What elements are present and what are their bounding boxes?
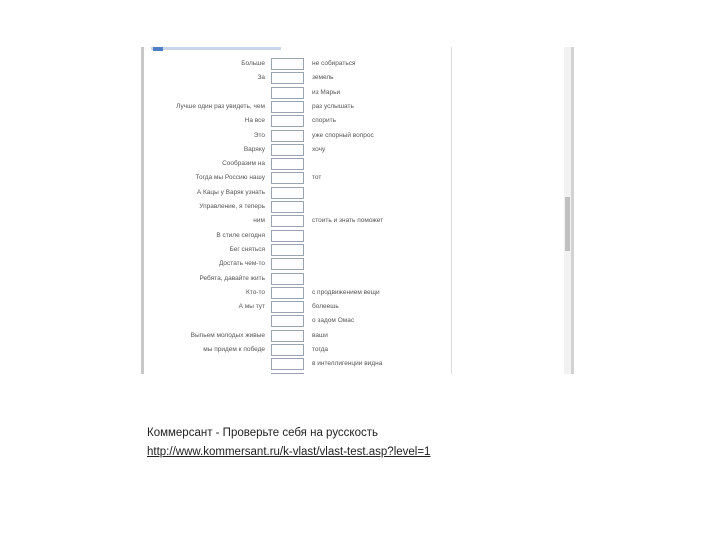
quiz-row: [141, 258, 441, 272]
quiz-row: [141, 315, 441, 329]
answer-input[interactable]: [271, 158, 304, 170]
quiz-row: [141, 172, 441, 186]
quiz-row-label: Достать чем-то: [218, 260, 265, 268]
quiz-row: [141, 358, 441, 372]
quiz-row-suffix: уже спорный вопрос: [312, 131, 374, 139]
quiz-row: [141, 244, 441, 258]
quiz-row-label: Лучше один раз увидеть, чем: [176, 102, 265, 110]
quiz-row-suffix: в интеллигенции видна: [312, 360, 383, 368]
answer-input[interactable]: [271, 230, 304, 242]
quiz-row-label: Тогда мы Россию нашу: [195, 174, 265, 182]
frame-right-border: [571, 47, 574, 374]
quiz-row-suffix: из Марьи: [312, 88, 341, 96]
quiz-row-label: А мы тут: [238, 303, 265, 311]
answer-input[interactable]: [271, 172, 304, 184]
answer-input[interactable]: [271, 144, 304, 156]
quiz-row-suffix: раз услышать: [312, 102, 354, 110]
answer-input[interactable]: [271, 87, 304, 99]
answer-input[interactable]: [271, 330, 304, 342]
answer-input[interactable]: [271, 72, 304, 84]
quiz-row: [141, 58, 441, 72]
answer-input[interactable]: [271, 187, 304, 199]
answer-input[interactable]: [271, 301, 304, 313]
quiz-row-suffix: тогда: [312, 346, 329, 353]
quiz-screenshot: [141, 47, 574, 374]
scrollbar-thumb[interactable]: [565, 197, 570, 251]
answer-input[interactable]: [271, 358, 304, 370]
quiz-row-suffix: спорить: [312, 117, 336, 125]
quiz-row-label: мы придем к победе: [203, 346, 265, 353]
quiz-row: [141, 373, 441, 374]
quiz-row: [141, 187, 441, 201]
quiz-row-label: Управление, я теперь: [199, 203, 265, 210]
quiz-row: [141, 301, 441, 315]
top-toolbar-icon: [153, 47, 163, 51]
quiz-row-label: Больше: [241, 60, 265, 67]
quiz-row-suffix: с продвижением вещи: [312, 288, 380, 296]
quiz-row-label: Варяку: [243, 145, 265, 153]
quiz-row-label: На все: [244, 117, 265, 125]
quiz-row-suffix: ваши: [312, 331, 328, 339]
quiz-row: [141, 273, 441, 287]
answer-input[interactable]: [271, 258, 304, 270]
quiz-row: [141, 215, 441, 229]
answer-input[interactable]: [271, 115, 304, 127]
answer-input[interactable]: [271, 101, 304, 113]
answer-input[interactable]: [271, 130, 304, 142]
answer-input[interactable]: [271, 273, 304, 285]
quiz-row-suffix: о задом Омас: [312, 317, 355, 325]
answer-input[interactable]: [271, 244, 304, 256]
quiz-row-label: Кто-то: [246, 288, 265, 296]
answer-input[interactable]: [271, 373, 304, 374]
quiz-row: [141, 130, 441, 144]
quiz-row: [141, 72, 441, 86]
quiz-row: [141, 287, 441, 301]
quiz-row-suffix: тот: [312, 174, 322, 182]
quiz-row: [141, 115, 441, 129]
quiz-row-label: В стиле сегодня: [216, 231, 265, 239]
answer-input[interactable]: [271, 215, 304, 227]
quiz-row-label: Бег сняться: [229, 245, 265, 253]
answer-input[interactable]: [271, 201, 304, 213]
column-divider: [451, 47, 452, 374]
quiz-row-label: ним: [253, 217, 265, 225]
quiz-row: [141, 101, 441, 115]
quiz-row: [141, 87, 441, 101]
source-link[interactable]: http://www.kommersant.ru/k-vlast/vlast-test.asp?level=1: [147, 446, 431, 458]
answer-input[interactable]: [271, 315, 304, 327]
answer-input[interactable]: [271, 58, 304, 70]
quiz-row: [141, 144, 441, 158]
answer-input[interactable]: [271, 287, 304, 299]
quiz-row-suffix: болеешь: [312, 303, 339, 311]
quiz-row: [141, 230, 441, 244]
quiz-row-label: Ребята, давайте жить: [199, 274, 265, 282]
quiz-row-label: За: [257, 74, 265, 82]
quiz-row: [141, 201, 441, 215]
quiz-row-label: Выпьем молодых живые: [190, 331, 265, 339]
quiz-row-suffix: хочу: [312, 145, 326, 153]
quiz-row-suffix: земель: [312, 74, 334, 82]
quiz-row: [141, 330, 441, 344]
quiz-row-label: Это: [253, 131, 265, 139]
quiz-row-suffix: не собираться: [312, 60, 356, 67]
top-toolbar-strip: [151, 47, 281, 50]
answer-input[interactable]: [271, 344, 304, 356]
quiz-row-label: Сообразим на: [222, 160, 265, 168]
quiz-row: [141, 344, 441, 358]
quiz-row-suffix: стоить и знать поможет: [312, 217, 384, 225]
quiz-row-label: А Кацы у Варяк узнать: [196, 188, 265, 196]
caption-text: Коммерсант - Проверьте себя на русскость: [147, 427, 378, 439]
quiz-row: [141, 158, 441, 172]
